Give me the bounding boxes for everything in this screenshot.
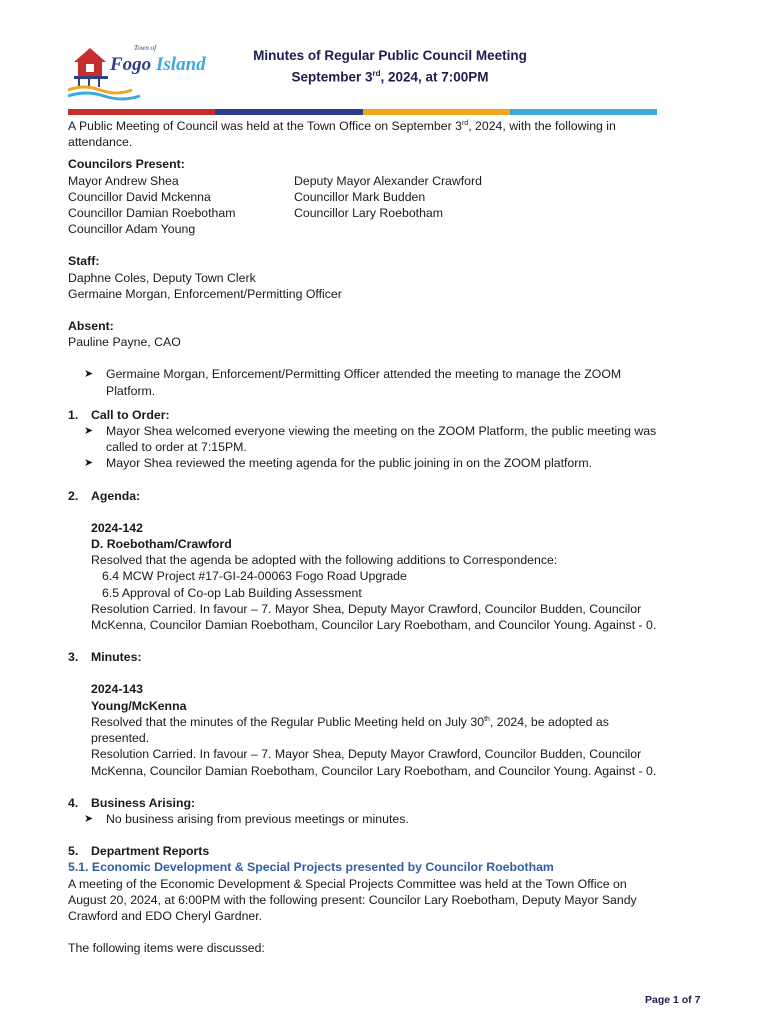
section-heading: 5. Department Reports xyxy=(68,844,210,859)
stripe-navy xyxy=(215,109,362,115)
arrow-bullet-icon: ➤ xyxy=(84,368,94,381)
stripe-orange xyxy=(363,109,510,115)
section-heading: 3. Minutes: xyxy=(68,650,142,665)
resolution-text: Resolved that the minutes of the Regular Public Meeting held on July 30th, 2024, be adopted as xyxy=(91,714,609,729)
list-item: ➤ Mayor Shea welcomed everyone viewing the meeting on the ZOOM Platform, the public meeting was called to order at 7:15PM. xyxy=(84,424,657,455)
absent-heading: Absent: xyxy=(68,319,114,334)
resolution-block xyxy=(91,520,708,633)
minutes-body xyxy=(68,118,708,956)
councilor-item: Councillor David Mckenna xyxy=(68,189,211,204)
town-logo xyxy=(64,40,224,102)
resolution-number: 2024-143 xyxy=(91,682,143,697)
councilors-heading: Councilors Present: xyxy=(68,157,185,172)
resolution-number: 2024-142 xyxy=(91,520,143,535)
staff-item: Germaine Morgan, Enforcement/Permitting Officer xyxy=(68,286,342,301)
logo-name-1: Fogo xyxy=(110,54,152,75)
resolution-text: presented. xyxy=(91,731,150,746)
staff-item: Daphne Coles, Deputy Town Clerk xyxy=(68,270,256,285)
logo-name-2: Island xyxy=(156,54,206,75)
arrow-bullet-icon: ➤ xyxy=(84,425,94,438)
staff-heading: Staff: xyxy=(68,254,100,269)
report-paragraph: The following items were discussed: xyxy=(68,941,265,956)
resolution-vote: McKenna, Councilor Damian Roebotham, Councilor Lary Roebotham, and Councilor Young. Against - 0. xyxy=(91,763,657,778)
councilors-list xyxy=(68,173,708,238)
logo-small-text: Town of xyxy=(134,44,157,52)
list-item: ➤ Mayor Shea reviewed the meeting agenda for the public joining in on the ZOOM platform. xyxy=(84,456,592,471)
councilor-item: Mayor Andrew Shea xyxy=(68,173,179,188)
resolution-addition: 6.4 MCW Project #17-GI-24-00063 Fogo Road Upgrade xyxy=(102,569,407,584)
councilor-item: Deputy Mayor Alexander Crawford xyxy=(294,173,482,188)
councilor-item: Councillor Adam Young xyxy=(68,222,196,237)
section-heading: 4. Business Arising: xyxy=(68,795,196,810)
stripe-red xyxy=(68,109,215,115)
intro-paragraph-cont: attendance. xyxy=(68,135,133,150)
resolution-vote: Resolution Carried. In favour – 7. Mayor Shea, Deputy Mayor Crawford, Councilor Budden, Councilor xyxy=(91,747,642,762)
report-paragraph: Crawford and EDO Cheryl Gardner. xyxy=(68,908,263,923)
page-number: Page 1 of 7 xyxy=(645,994,701,1006)
resolution-vote: McKenna, Councilor Damian Roebotham, Councilor Lary Roebotham, and Councilor Young. Against - 0. xyxy=(91,618,657,633)
resolution-text: Resolved that the agenda be adopted with the following additions to Correspondence: xyxy=(91,553,558,568)
resolution-addition: 6.5 Approval of Co-op Lab Building Assessment xyxy=(102,585,362,600)
report-paragraph: A meeting of the Economic Development & Special Projects Committee was held at the Town Office on xyxy=(68,876,627,891)
councilor-item: Councillor Damian Roebotham xyxy=(68,206,236,221)
councilors-col-2 xyxy=(294,173,482,238)
report-paragraph: August 20, 2024, at 6:00PM with the following present: Councilor Lary Roebotham, Deputy Mayor Sandy xyxy=(68,892,637,907)
resolution-movers: D. Roebotham/Crawford xyxy=(91,537,232,552)
title-line-1: Minutes of Regular Public Council Meeting xyxy=(253,48,527,63)
intro-paragraph: A Public Meeting of Council was held at the Town Office on September 3rd, 2024, with the following in xyxy=(68,119,616,133)
subsection-heading: 5.1. Economic Development & Special Projects presented by Councilor Roebotham xyxy=(68,860,554,875)
absent-note: ➤ Germaine Morgan, Enforcement/Permitting Officer attended the meeting to manage the ZOOM Platform. xyxy=(84,367,622,398)
stripe-blue xyxy=(510,109,657,115)
document-title xyxy=(230,47,550,87)
section-heading: 2. Agenda: xyxy=(68,488,141,503)
title-line-2: September 3rd, 2024, at 7:00PM xyxy=(291,69,489,85)
section-heading: 1. Call to Order: xyxy=(68,407,170,422)
councilor-item: Councillor Mark Budden xyxy=(294,189,426,204)
header-divider-stripe xyxy=(68,109,657,115)
councilor-item: Councillor Lary Roebotham xyxy=(294,206,444,221)
resolution-movers: Young/McKenna xyxy=(91,698,187,713)
absent-item: Pauline Payne, CAO xyxy=(68,335,181,350)
arrow-bullet-icon: ➤ xyxy=(84,812,94,825)
resolution-vote: Resolution Carried. In favour – 7. Mayor Shea, Deputy Mayor Crawford, Councilor Budden, Councilor xyxy=(91,601,642,616)
list-item: ➤ No business arising from previous meetings or minutes. xyxy=(84,811,409,826)
arrow-bullet-icon: ➤ xyxy=(84,457,94,470)
house-dock-logo-icon xyxy=(64,40,224,102)
resolution-block xyxy=(91,681,708,778)
councilors-col-1 xyxy=(68,173,294,238)
